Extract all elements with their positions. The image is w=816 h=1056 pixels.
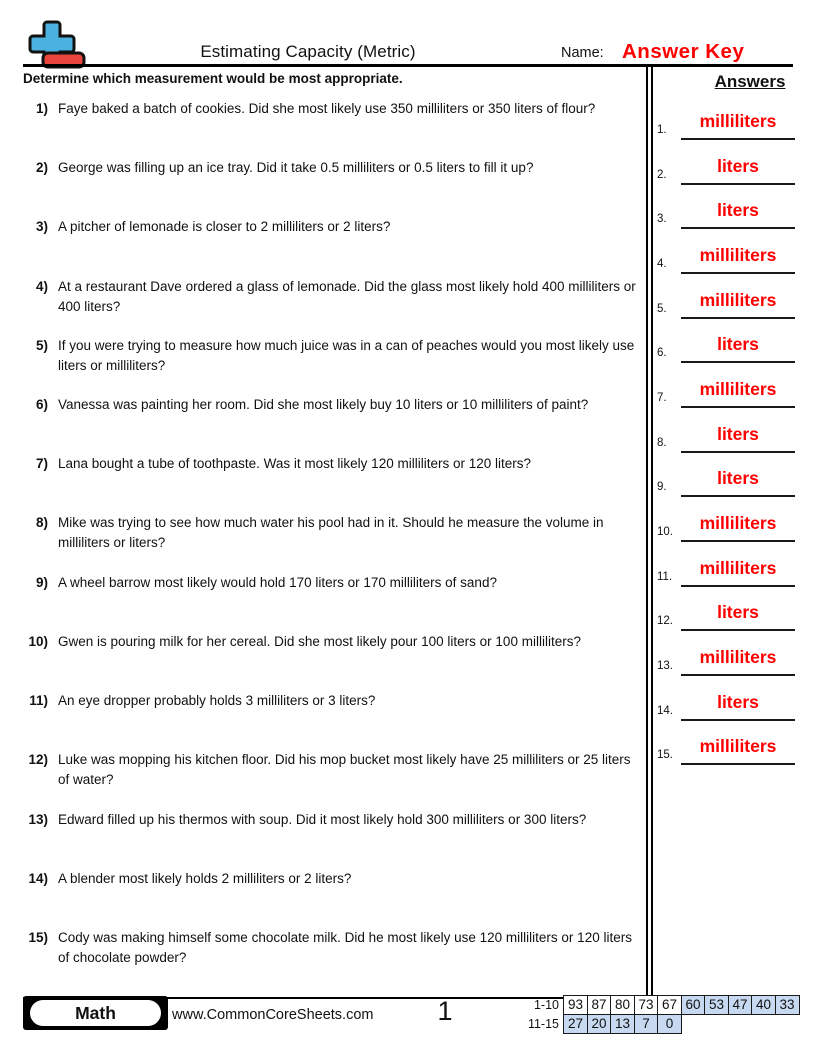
question-text: Edward filled up his thermos with soup. Did it most likely hold 300 milliliters or 300 liters? xyxy=(58,812,587,827)
answer-blank-line xyxy=(681,451,795,453)
answer-9 xyxy=(653,462,798,502)
question-number: 8) xyxy=(35,515,48,530)
score-cell: 40 xyxy=(751,995,776,1015)
question-number: 11) xyxy=(29,693,48,708)
answer-blank-line xyxy=(681,540,795,542)
answer-blank-line xyxy=(681,138,795,140)
name-label: Name: xyxy=(561,45,604,61)
question-text: George was filling up an ice tray. Did it take 0.5 milliliters or 0.5 liters to fill it up? xyxy=(58,160,534,175)
question-number: 9) xyxy=(35,575,48,590)
answer-blank-line xyxy=(681,361,795,363)
answer-blank-line xyxy=(681,272,795,274)
answer-blank-line xyxy=(681,317,795,319)
answer-number: 3. xyxy=(657,213,667,225)
score-cell: 33 xyxy=(775,995,800,1015)
answer-number: 14. xyxy=(657,705,673,717)
answer-number: 4. xyxy=(657,258,667,270)
answer-blank-line xyxy=(681,629,795,631)
question-6 xyxy=(22,395,636,415)
question-9 xyxy=(22,573,636,593)
answer-text: milliliters xyxy=(699,558,777,578)
answer-10 xyxy=(653,507,798,547)
instruction-text: Determine which measurement would be most appropriate. xyxy=(23,71,403,86)
question-12 xyxy=(22,750,636,789)
answer-number: 11. xyxy=(657,571,673,583)
answer-key-text: Answer Key xyxy=(622,40,745,63)
score-range-label: 11-15 xyxy=(527,1016,559,1031)
answer-blank-line xyxy=(681,227,795,229)
answer-text: milliliters xyxy=(699,736,777,756)
answers-heading: Answers xyxy=(714,72,786,91)
answer-blank-line xyxy=(681,406,795,408)
score-cell: 13 xyxy=(610,1014,635,1034)
question-number: 2) xyxy=(35,160,48,175)
question-text: At a restaurant Dave ordered a glass of lemonade. Did the glass most likely hold 400 milliliters or 400 liters? xyxy=(58,279,636,314)
answer-text: liters xyxy=(717,468,759,488)
score-cell: 7 xyxy=(634,1014,659,1034)
question-text: An eye dropper probably holds 3 milliliters or 3 liters? xyxy=(58,693,376,708)
question-text: Vanessa was painting her room. Did she most likely buy 10 liters or 10 milliliters of paint? xyxy=(58,397,589,412)
answer-blank-line xyxy=(681,585,795,587)
question-14 xyxy=(22,869,636,889)
subject-badge xyxy=(23,996,168,1030)
score-cell: 0 xyxy=(657,1014,682,1034)
answer-2 xyxy=(653,150,798,190)
answer-5 xyxy=(653,284,798,324)
question-5 xyxy=(22,336,636,375)
answer-text: milliliters xyxy=(699,647,777,667)
score-table xyxy=(527,995,800,1034)
score-cell: 47 xyxy=(728,995,753,1015)
question-1 xyxy=(22,99,636,119)
page-title: Estimating Capacity (Metric) xyxy=(200,42,416,61)
answer-number: 1. xyxy=(657,124,667,136)
answer-number: 8. xyxy=(657,437,667,449)
score-cell: 20 xyxy=(587,1014,612,1034)
answer-blank-line xyxy=(681,495,795,497)
answer-text: milliliters xyxy=(699,290,777,310)
question-text: A wheel barrow most likely would hold 170 liters or 170 milliliters of sand? xyxy=(58,575,497,590)
answer-text: milliliters xyxy=(699,245,777,265)
score-cell: 87 xyxy=(587,995,612,1015)
answer-text: milliliters xyxy=(699,513,777,533)
answer-6 xyxy=(653,328,798,368)
answer-text: liters xyxy=(717,602,759,622)
question-number: 3) xyxy=(35,219,48,234)
question-number: 5) xyxy=(35,338,48,353)
answer-blank-line xyxy=(681,719,795,721)
answer-blank-line xyxy=(681,763,795,765)
question-11 xyxy=(22,691,636,711)
answer-14 xyxy=(653,686,798,726)
answer-number: 6. xyxy=(657,347,667,359)
answer-blank-line xyxy=(681,674,795,676)
answer-7 xyxy=(653,373,798,413)
subject-label: Math xyxy=(30,1000,161,1026)
question-text: Faye baked a batch of cookies. Did she most likely use 350 milliliters or 350 liters of flour? xyxy=(58,101,596,116)
question-number: 6) xyxy=(35,397,48,412)
question-10 xyxy=(22,632,636,652)
answer-text: liters xyxy=(717,692,759,712)
score-row-11-15 xyxy=(527,1014,800,1034)
question-text: Luke was mopping his kitchen floor. Did his mop bucket most likely have 25 milliliters or 25 liters of water? xyxy=(58,752,631,787)
answer-15 xyxy=(653,730,798,770)
question-15 xyxy=(22,928,636,967)
answers-divider xyxy=(646,66,653,997)
website-url: www.CommonCoreSheets.com xyxy=(172,1007,374,1023)
answer-text: liters xyxy=(717,200,759,220)
answer-1 xyxy=(653,105,798,145)
answer-number: 2. xyxy=(657,169,667,181)
answer-11 xyxy=(653,552,798,592)
question-number: 7) xyxy=(35,456,48,471)
answer-number: 13. xyxy=(657,660,673,672)
score-cell: 27 xyxy=(563,1014,588,1034)
question-number: 12) xyxy=(28,752,48,767)
answer-number: 12. xyxy=(657,615,673,627)
answer-blank-line xyxy=(681,183,795,185)
answer-text: milliliters xyxy=(699,379,777,399)
answer-number: 15. xyxy=(657,749,673,761)
question-3 xyxy=(22,217,636,237)
score-range-label: 1-10 xyxy=(533,998,559,1012)
answer-number: 7. xyxy=(657,392,667,404)
answer-text: liters xyxy=(717,156,759,176)
question-text: A blender most likely holds 2 milliliters or 2 liters? xyxy=(58,871,352,886)
question-number: 10) xyxy=(28,634,48,649)
question-number: 15) xyxy=(28,930,48,945)
score-row-1-10 xyxy=(527,995,800,1015)
question-4 xyxy=(22,277,636,316)
question-text: Cody was making himself some chocolate milk. Did he most likely use 120 milliliters or 120 liters of chocolate powder? xyxy=(58,930,632,965)
question-number: 4) xyxy=(35,279,48,294)
answer-number: 10. xyxy=(657,526,673,538)
answer-8 xyxy=(653,418,798,458)
answer-text: milliliters xyxy=(699,111,777,131)
question-8 xyxy=(22,513,636,552)
score-cell: 60 xyxy=(681,995,706,1015)
score-cell: 67 xyxy=(657,995,682,1015)
question-text: Gwen is pouring milk for her cereal. Did she most likely pour 100 liters or 100 milliliters? xyxy=(58,634,581,649)
score-cell: 93 xyxy=(563,995,588,1015)
answer-number: 5. xyxy=(657,303,667,315)
question-text: Mike was trying to see how much water his pool had in it. Should he measure the volume in milliliters or liters? xyxy=(58,515,604,550)
question-13 xyxy=(22,810,636,830)
page-number: 1 xyxy=(437,996,453,1026)
answer-text: liters xyxy=(717,424,759,444)
header-divider xyxy=(23,64,793,67)
question-number: 1) xyxy=(35,101,48,116)
score-cell: 53 xyxy=(704,995,729,1015)
question-2 xyxy=(22,158,636,178)
answer-number: 9. xyxy=(657,481,667,493)
answer-4 xyxy=(653,239,798,279)
answer-13 xyxy=(653,641,798,681)
question-number: 14) xyxy=(28,871,48,886)
question-7 xyxy=(22,454,636,474)
score-cell: 73 xyxy=(634,995,659,1015)
question-text: Lana bought a tube of toothpaste. Was it most likely 120 milliliters or 120 liters? xyxy=(58,456,531,471)
question-text: If you were trying to measure how much juice was in a can of peaches would you most likely use liters or milliliters? xyxy=(58,338,635,373)
answer-12 xyxy=(653,596,798,636)
question-number: 13) xyxy=(28,812,48,827)
answer-text: liters xyxy=(717,334,759,354)
answer-3 xyxy=(653,194,798,234)
question-text: A pitcher of lemonade is closer to 2 milliliters or 2 liters? xyxy=(58,219,391,234)
score-cell: 80 xyxy=(610,995,635,1015)
